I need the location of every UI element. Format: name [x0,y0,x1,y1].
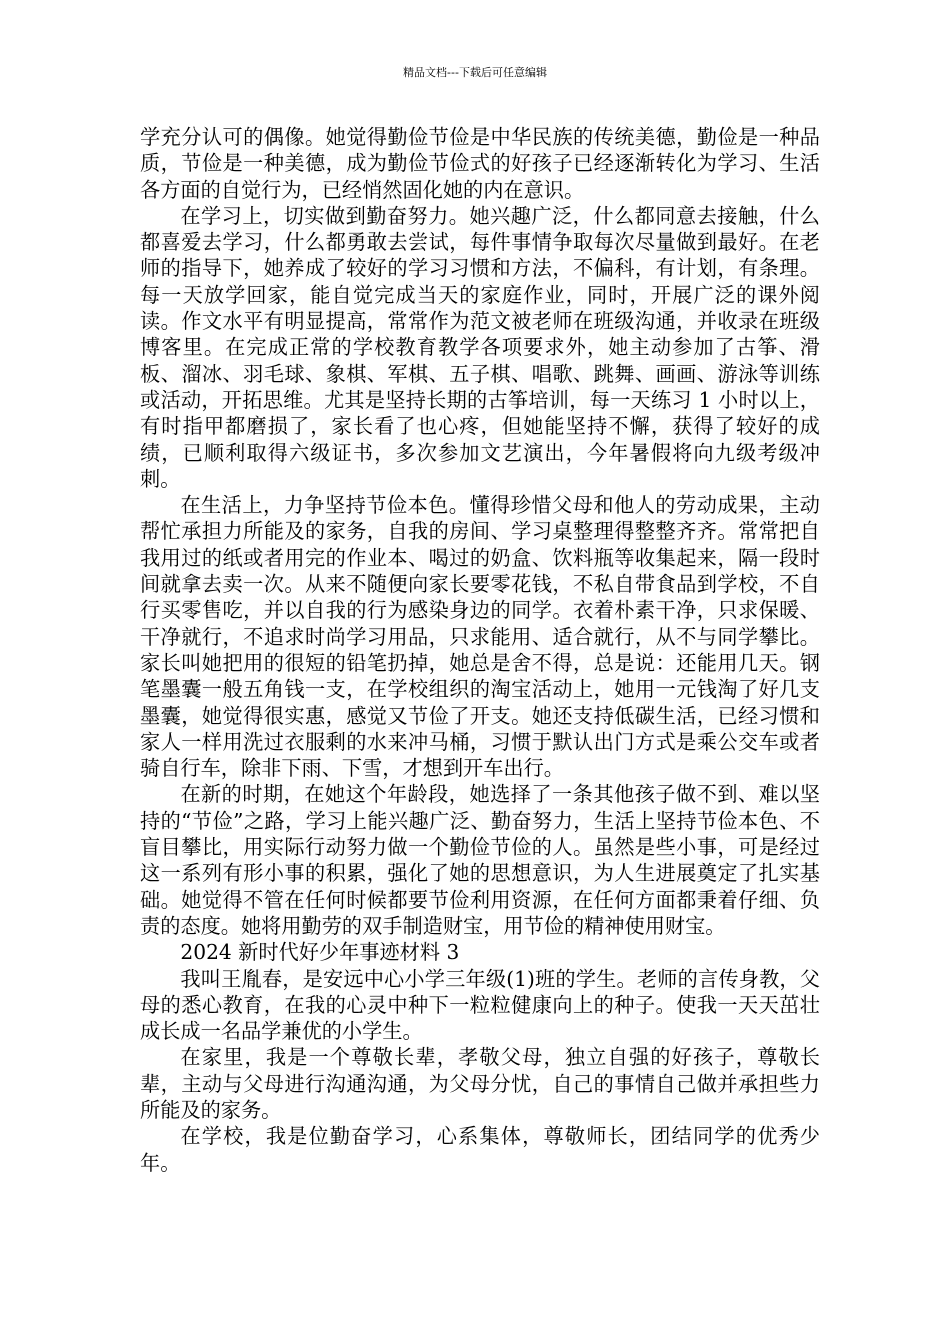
paragraph-study: 在学习上，切实做到勤奋努力。她兴趣广泛，什么都同意去接触，什么都喜爱去学习，什么都勇敢去尝试，每件事情争取每次尽量做到最好。在老师的指导下，她养成了较好的学习习惯和方法，不偏科，有计划，有条理。每一天放学回家，能自觉完成当天的家庭作业，同时，开展广泛的课外阅读。作文水平有明显提高，常常作为范文被老师在班级沟通，并收录在班级博客里。在完成正常的学校教育教学各项要求外，她主动参加了古筝、滑板、溜冰、羽毛球、象棋、军棋、五子棋、唱歌、跳舞、画画、游泳等训练或活动，开拓思维。尤其是坚持长期的古筝培训，每一天练习 1 小时以上，有时指甲都磨损了，家长看了也心疼，但她能坚持不懈，获得了较好的成绩，已顺利取得六级证书，多次参加文艺演出，今年暑假将向九级考级冲刺。 [140,203,820,491]
section-heading: 2024 新时代好少年事迹材料 3 [180,940,460,965]
page-header: 精品文档---下载后可任意编辑 [403,66,547,79]
paragraph-1: 学充分认可的偶像。她觉得勤俭节俭是中华民族的传统美德，勤俭是一种品质，节俭是一种美德，成为勤俭节俭式的好孩子已经逐渐转化为学习、生活各方面的自觉行为，已经悄然固化她的内在意识。 [140,125,820,202]
paragraph-life: 在生活上，力争坚持节俭本色。懂得珍惜父母和他人的劳动成果，主动帮忙承担力所能及的家务，自我的房间、学习桌整理得整整齐齐。常常把自我用过的纸或者用完的作业本、喝过的奶盒、饮料瓶等收集起来，隔一段时间就拿去卖一次。从来不随便向家长要零花钱，不私自带食品到学校，不自行买零售吃，并以自我的行为感染身边的同学。衣着朴素干净，只求保暖、干净就行，不追求时尚学习用品，只求能用、适合就行，从不与同学攀比。家长叫她把用的很短的铅笔扔掉，她总是舍不得，总是说：还能用几天。钢笔墨囊一般五角钱一支，在学校组织的淘宝活动上，她用一元钱淘了好几支墨囊，她觉得很实惠，感觉又节俭了开支。她还支持低碳生活，已经习惯和家人一样用洗过衣服剩的水来冲马桶，习惯于默认出门方式是乘公交车或者骑自行车，除非下雨、下雪，才想到开车出行。 [140,493,820,781]
paragraph-home: 在家里，我是一个尊敬长辈，孝敬父母，独立自强的好孩子，尊敬长辈，主动与父母进行沟通沟通，为父母分忧，自己的事情自己做并承担些力所能及的家务。 [140,1045,820,1122]
paragraph-new-era: 在新的时期，在她这个年龄段，她选择了一条其他孩子做不到、难以坚持的“节俭”之路，学习上能兴趣广泛、勤奋努力，生活上坚持节俭本色、不盲目攀比，用实际行动努力做一个勤俭节俭的人。虽然是些小事，可是经过这一系列有形小事的积累，强化了她的思想意识，为人生进展奠定了扎实基础。她觉得不管在任何时候都要节俭利用资源，在任何方面都秉着仔细、负责的态度。她将用勤劳的双手制造财宝，用节俭的精神使用财宝。 [140,782,820,938]
paragraph-school: 在学校，我是位勤奋学习，心系集体，尊敬师长，团结同学的优秀少年。 [140,1124,820,1175]
paragraph-intro: 我叫王胤春，是安远中心小学三年级(1)班的学生。老师的言传身教，父母的悉心教育，在我的心灵中种下一粒粒健康向上的种子。使我一天天茁壮成长成一名品学兼优的小学生。 [140,966,820,1044]
document-body [140,124,820,1176]
